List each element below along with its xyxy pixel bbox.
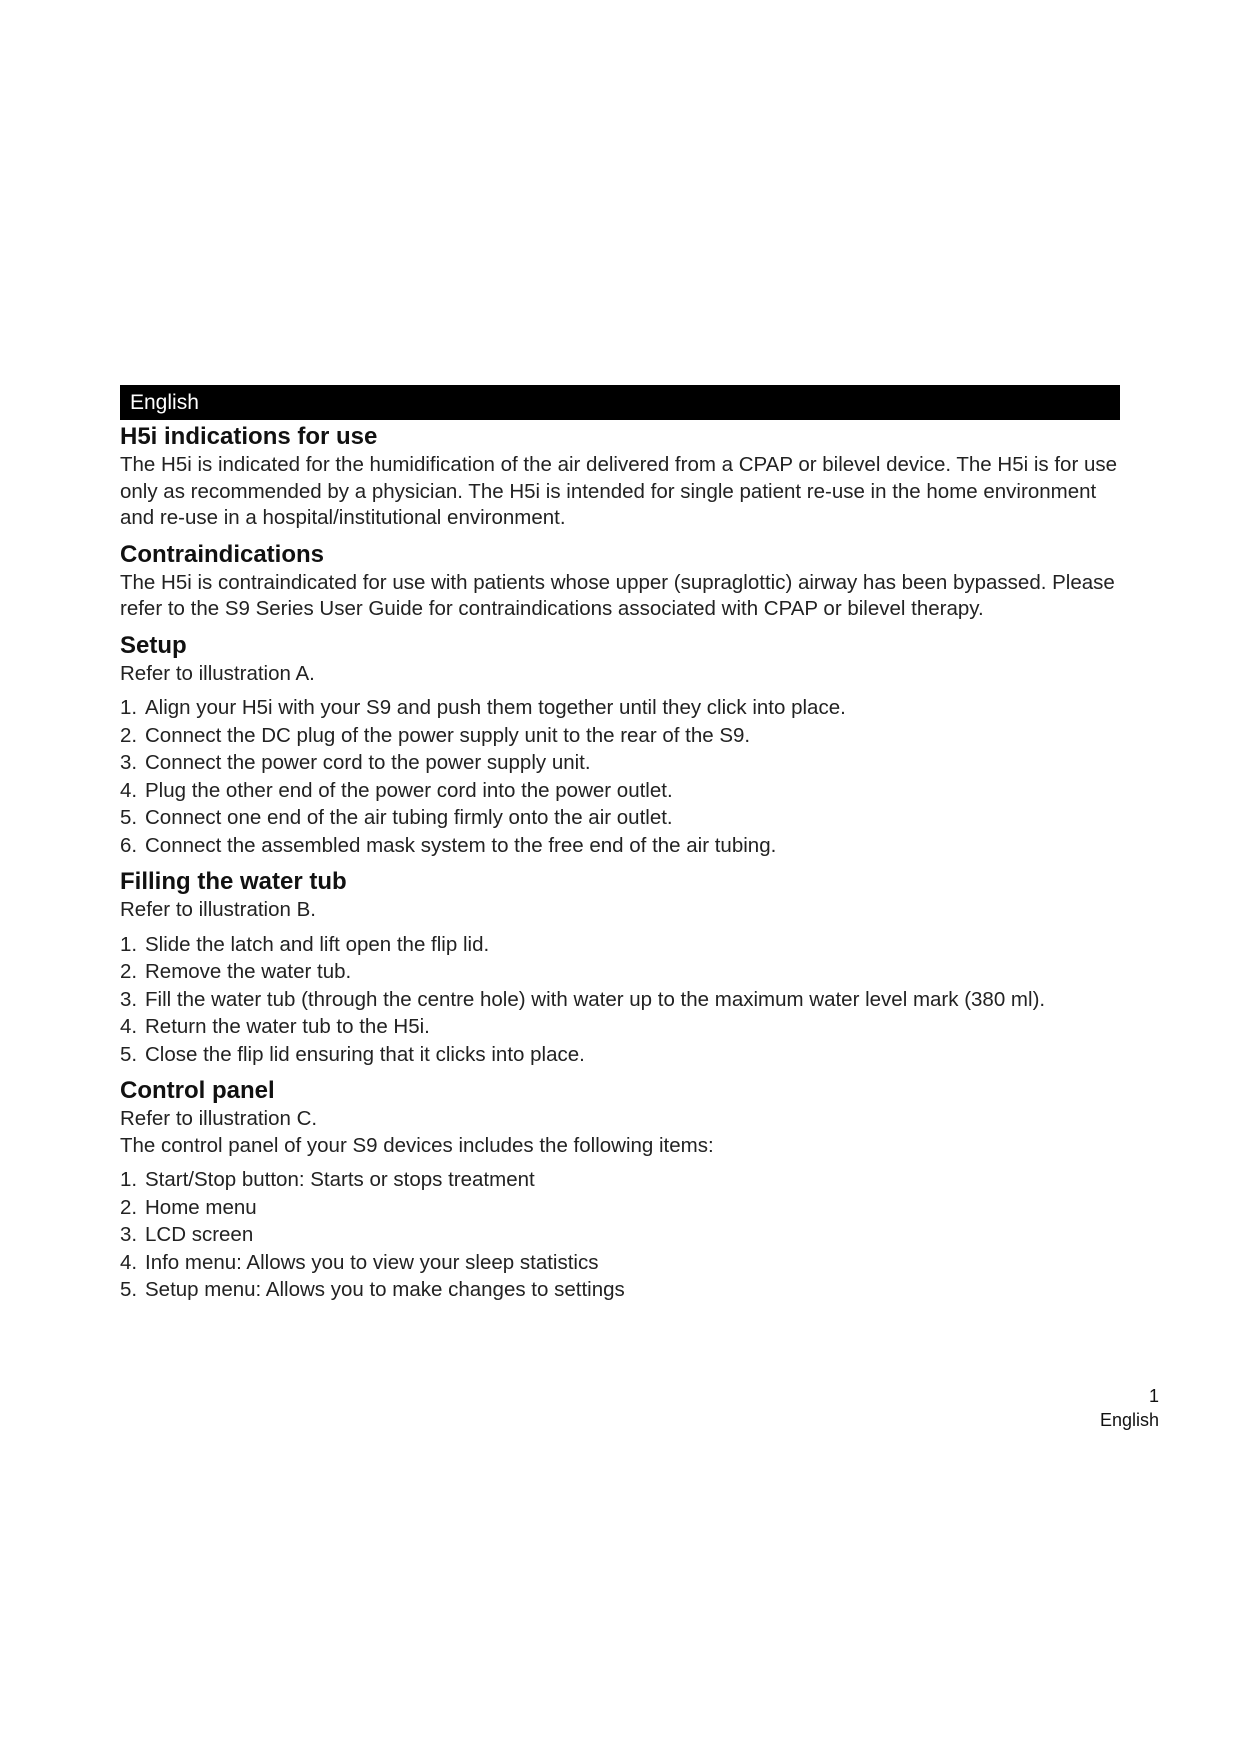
filling-intro: Refer to illustration B.: [120, 898, 316, 921]
list-item: [120, 1194, 1120, 1222]
step-number: 1.: [120, 1168, 138, 1191]
control-panel-items: [120, 1166, 1120, 1304]
step-text: Setup menu: Allows you to make changes to settings: [145, 1278, 625, 1301]
language-bar: English: [120, 385, 1120, 420]
list-item: [120, 958, 1120, 986]
list-item: [120, 804, 1120, 832]
list-item: [120, 1249, 1120, 1277]
step-number: 1.: [120, 932, 138, 956]
step-text: LCD screen: [145, 1223, 254, 1246]
list-item: [120, 1276, 1120, 1304]
contraindications-heading: Contraindications: [120, 540, 325, 568]
step-text: Plug the other end of the power cord into the power outlet.: [145, 778, 673, 802]
list-item: [120, 777, 1120, 805]
list-item: [120, 832, 1120, 860]
contraindications-section: [120, 540, 1120, 623]
step-number: 3.: [120, 751, 138, 774]
step-number: 5.: [120, 1042, 138, 1066]
control-panel-intro2: The control panel of your S9 devices includes the following items:: [120, 1133, 714, 1157]
footer-language: English: [1099, 1410, 1159, 1430]
step-number: 5.: [120, 806, 138, 829]
step-text: Connect the assembled mask system to the free end of the air tubing.: [145, 833, 777, 857]
filling-section: [120, 867, 1120, 1068]
step-text: Close the flip lid ensuring that it clicks into place.: [145, 1042, 585, 1066]
list-item: [120, 1221, 1120, 1249]
indications-body: The H5i is indicated for the humidification of the air delivered from a CPAP or bilevel device. The H5i is for use only as recommended by a physician. The H5i is intended for single patient re-use in the home environment and re-use in a hospital/institutional environment.: [120, 453, 1118, 529]
step-text: Home menu: [145, 1195, 257, 1219]
step-number: 3.: [120, 987, 138, 1011]
contraindications-body: The H5i is contraindicated for use with patients whose upper (supraglottic) airway has been bypassed. Please refer to the S9 Series User Guide for contraindications associated with CPAP or bilevel therapy.: [120, 570, 1115, 620]
step-number: 6.: [120, 833, 138, 857]
step-number: 4.: [120, 778, 138, 802]
list-item: [120, 1041, 1120, 1069]
step-number: 5.: [120, 1278, 138, 1301]
step-number: 4.: [120, 1015, 138, 1038]
list-item: [120, 1166, 1120, 1194]
step-number: 1.: [120, 696, 138, 719]
step-text: Connect one end of the air tubing firmly onto the air outlet.: [145, 806, 673, 829]
filling-steps: [120, 931, 1120, 1069]
step-text: Start/Stop button: Starts or stops treatment: [145, 1168, 535, 1191]
control-panel-heading: Control panel: [120, 1077, 275, 1104]
indications-heading: H5i indications for use: [120, 423, 378, 450]
filling-heading: Filling the water tub: [120, 868, 347, 895]
list-item: [120, 986, 1120, 1014]
page-number: 1: [1148, 1386, 1159, 1406]
page-footer: [1100, 1384, 1159, 1432]
step-number: 2.: [120, 723, 138, 747]
step-text: Connect the power cord to the power supply unit.: [145, 751, 591, 774]
step-text: Info menu: Allows you to view your sleep statistics: [145, 1250, 599, 1274]
list-item: [120, 694, 1120, 722]
step-text: Remove the water tub.: [145, 960, 352, 983]
setup-heading: Setup: [120, 631, 187, 659]
setup-steps: [120, 694, 1120, 859]
list-item: [120, 722, 1120, 750]
indications-section: [120, 422, 1120, 532]
list-item: [120, 931, 1120, 959]
step-text: Fill the water tub (through the centre hole) with water up to the maximum water level mark (380 ml).: [145, 987, 1046, 1011]
setup-section: [120, 631, 1120, 860]
control-panel-intro: Refer to illustration C.: [120, 1107, 318, 1130]
setup-intro: Refer to illustration A.: [120, 661, 315, 685]
step-text: Slide the latch and lift open the flip lid.: [145, 932, 490, 956]
step-number: 2.: [120, 960, 138, 983]
list-item: [120, 749, 1120, 777]
step-number: 2.: [120, 1195, 138, 1219]
step-text: Return the water tub to the H5i.: [145, 1015, 430, 1038]
step-number: 3.: [120, 1223, 138, 1246]
step-text: Align your H5i with your S9 and push them together until they click into place.: [145, 696, 846, 719]
step-number: 4.: [120, 1250, 138, 1274]
step-text: Connect the DC plug of the power supply unit to the rear of the S9.: [145, 723, 751, 747]
control-panel-section: [120, 1076, 1120, 1304]
list-item: [120, 1013, 1120, 1041]
document-body: [120, 385, 1120, 1312]
